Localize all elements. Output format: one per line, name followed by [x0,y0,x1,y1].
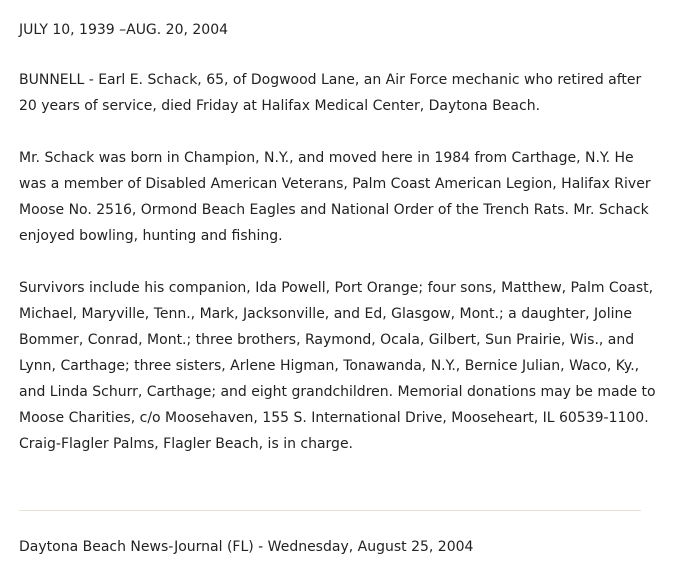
source-citation: Daytona Beach News-Journal (FL) - Wednesday, August 25, 2004 [19,539,474,555]
obituary-paragraph-intro: BUNNELL - Earl E. Schack, 65, of Dogwood Lane, an Air Force mechanic who retired after 20 years of service, died Friday at Halifax Medical Center, Daytona Beach. [19,72,642,114]
divider [19,510,641,511]
life-dates: JULY 10, 1939 –AUG. 20, 2004 [19,22,229,38]
obituary-paragraph-biography: Mr. Schack was born in Champion, N.Y., and moved here in 1984 from Carthage, N.Y. He was a member of Disabled American Veterans, Palm Coast American Legion, Halifax River Moose No. 2516, Ormond Beach Eagles and National Order of the Trench Rats. Mr. Schack enjoyed bowling, hunting and fishing. [19,150,651,244]
obituary-paragraph-survivors: Survivors include his companion, Ida Powell, Port Orange; four sons, Matthew, Palm Coast, Michael, Maryville, Tenn., Mark, Jacksonville, and Ed, Glasgow, Mont.; a daughter, Joline Bommer, Conrad, Mont.; three brothers, Raymond, Ocala, Gilbert, Sun Prairie, Wis., and Lynn, Carthage; three sisters, Arlene Higman, Tonawanda, N.Y., Bernice Julian, Waco, Ky., and Linda Schurr, Carthage; and eight grandchildren. Memorial donations may be made to Moose Charities, c/o Moosehaven, 155 S. International Drive, Mooseheart, IL 60539-1100. Craig-Flagler Palms, Flagler Beach, is in charge. [19,280,656,452]
